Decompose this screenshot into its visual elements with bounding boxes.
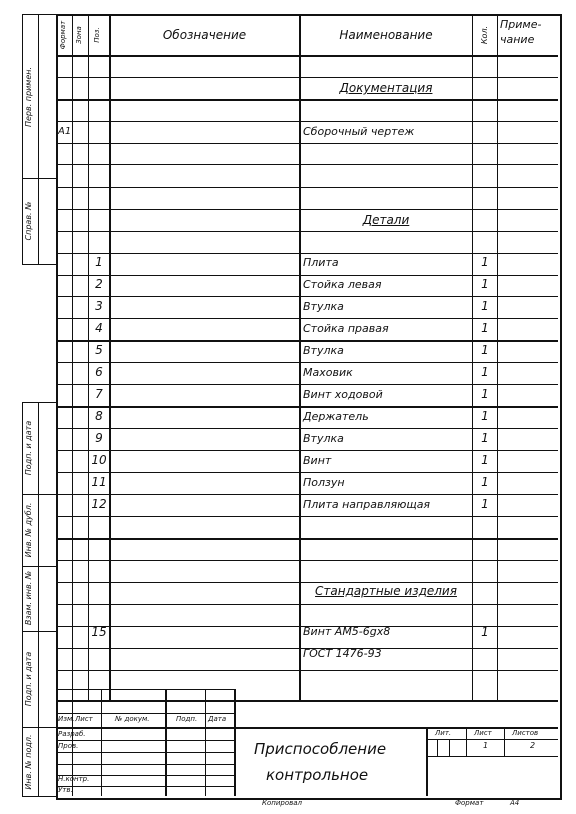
- part-qty: 1: [481, 387, 489, 401]
- part-name: Плита направляющая: [303, 498, 431, 511]
- row-line: [56, 670, 558, 671]
- footer-format-label: Формат: [455, 799, 484, 807]
- section-standard: Стандартные изделия: [315, 584, 457, 598]
- header-rule: [56, 55, 558, 57]
- row-line: [56, 340, 558, 342]
- row-line: [56, 604, 558, 605]
- side-label-ref-no: Справ. №: [24, 201, 33, 241]
- part-name: Ползун: [303, 476, 345, 489]
- part-pos: 6: [95, 365, 103, 379]
- tb-norm-control: Н.контр.: [58, 775, 90, 783]
- tb-sheets-no: 2: [530, 741, 536, 750]
- row-line: [56, 164, 558, 165]
- header-note: Приме- чание: [500, 18, 542, 46]
- tb-title-line2: контрольное: [266, 766, 369, 784]
- grid-line: [72, 14, 73, 700]
- part-pos: 4: [95, 321, 103, 335]
- tb-col-date: Дата: [208, 715, 227, 723]
- title-block-line: [165, 689, 167, 796]
- row-line: [56, 516, 558, 517]
- part-pos: 7: [95, 387, 103, 401]
- tb-developed: Разраб.: [58, 730, 86, 738]
- side-label-inv-dup: Инв. № дубл.: [24, 502, 33, 558]
- grid-line: [472, 14, 473, 700]
- part-qty: 1: [481, 321, 489, 335]
- tb-col-doc: № докум.: [115, 715, 150, 723]
- row-line: [56, 428, 558, 429]
- title-block-line: [234, 689, 236, 796]
- row-line: [56, 472, 558, 473]
- title-block-line: [56, 752, 234, 753]
- row-line: [56, 231, 558, 232]
- doc-name: Сборочный чертеж: [303, 125, 415, 138]
- footer-copied: Копировал: [262, 799, 302, 807]
- part-pos: 8: [95, 409, 103, 423]
- side-label-replace-inv: Взам. инв. №: [24, 570, 33, 626]
- grid-line: [88, 14, 89, 700]
- header-format: Формат: [59, 20, 67, 50]
- standard-name-2: ГОСТ 1476-93: [303, 647, 382, 660]
- grid-line: [299, 14, 301, 700]
- part-pos: 11: [91, 475, 107, 489]
- tb-approved: Утв.: [58, 786, 73, 794]
- part-name: Винт: [303, 454, 332, 467]
- tb-title-line1: Приспособление: [254, 740, 387, 758]
- header-pos: Поз.: [93, 27, 101, 43]
- side-label-first-use: Перв. примен.: [24, 66, 33, 128]
- part-qty: 1: [481, 497, 489, 511]
- part-name: Винт ходовой: [303, 388, 383, 401]
- part-pos: 3: [95, 299, 103, 313]
- part-pos: 9: [95, 431, 103, 445]
- tb-sheet-no: 1: [483, 741, 489, 750]
- grid-line: [109, 14, 111, 700]
- title-block-line: [466, 727, 467, 756]
- title-block-line: [101, 689, 102, 796]
- part-name: Держатель: [303, 410, 369, 423]
- row-line: [56, 77, 558, 78]
- side-label-sign-date-1: Подп. и дата: [24, 420, 33, 476]
- title-block-line: [504, 727, 505, 756]
- standard-name: Винт АМ5-6gх8: [303, 625, 391, 638]
- row-line: [56, 406, 558, 408]
- row-line: [56, 362, 558, 363]
- header-zone: Зона: [75, 26, 83, 44]
- row-line: [56, 99, 558, 101]
- part-name: Стойка левая: [303, 278, 382, 291]
- part-name: Втулка: [303, 344, 344, 357]
- standard-qty: 1: [481, 625, 489, 639]
- part-pos: 10: [91, 453, 107, 467]
- section-documentation: Документация: [339, 81, 433, 95]
- side-label-inv-orig: Инв. № подл.: [24, 734, 33, 790]
- side-strip-line: [38, 402, 39, 796]
- part-qty: 1: [481, 299, 489, 313]
- row-line: [56, 187, 558, 188]
- title-block-top: [56, 700, 558, 702]
- title-block-line: [426, 739, 558, 740]
- tb-col-sheet: Лист: [75, 715, 93, 723]
- side-strip-line: [38, 14, 39, 264]
- part-pos: 5: [95, 343, 103, 357]
- title-block-line: [437, 739, 438, 756]
- title-block-line: [56, 764, 234, 765]
- row-line: [56, 121, 558, 122]
- tb-checked: Пров.: [58, 742, 79, 750]
- row-line: [56, 253, 558, 254]
- part-qty: 1: [481, 365, 489, 379]
- row-line: [56, 494, 558, 495]
- part-qty: 1: [481, 343, 489, 357]
- row-line: [56, 384, 558, 385]
- part-qty: 1: [481, 475, 489, 489]
- part-pos: 2: [95, 277, 103, 291]
- side-strip-line: [22, 402, 23, 796]
- row-line: [56, 450, 558, 451]
- title-block-line: [205, 689, 206, 796]
- title-block-line: [426, 727, 428, 796]
- part-name: Втулка: [303, 432, 344, 445]
- tb-sheets: Листов: [512, 729, 539, 737]
- part-name: Стойка правая: [303, 322, 389, 335]
- part-name: Плита: [303, 256, 339, 269]
- standard-pos: 15: [91, 625, 107, 639]
- tb-lit: Лит.: [435, 729, 452, 737]
- row-line: [56, 296, 558, 297]
- tb-sheet: Лист: [474, 729, 492, 737]
- grid-line: [497, 14, 498, 700]
- section-details: Детали: [362, 213, 410, 227]
- title-block-line: [449, 739, 450, 756]
- row-line: [56, 209, 558, 210]
- part-qty: 1: [481, 431, 489, 445]
- title-block-line: [426, 756, 558, 757]
- title-block-line: [56, 689, 234, 690]
- part-qty: 1: [481, 255, 489, 269]
- header-designation: Обозначение: [162, 28, 247, 42]
- row-line: [56, 560, 558, 561]
- title-block-line: [56, 740, 234, 741]
- title-block-line: [56, 786, 234, 787]
- doc-format: А1: [58, 126, 72, 137]
- row-line: [56, 318, 558, 319]
- header-name: Наименование: [339, 28, 433, 42]
- row-line: [56, 538, 558, 540]
- side-strip-line: [22, 14, 56, 15]
- part-pos: 12: [91, 497, 107, 511]
- row-line: [56, 143, 558, 144]
- row-line: [56, 275, 558, 276]
- part-name: Маховик: [303, 366, 353, 379]
- tb-col-sign: Подп.: [176, 715, 198, 723]
- part-qty: 1: [481, 453, 489, 467]
- part-qty: 1: [481, 409, 489, 423]
- side-strip-line: [22, 14, 23, 264]
- part-name: Втулка: [303, 300, 344, 313]
- row-line: [56, 582, 558, 583]
- part-qty: 1: [481, 277, 489, 291]
- footer-format-value: А4: [510, 799, 520, 807]
- title-block-line: [56, 713, 234, 714]
- tb-col-change: Изм.: [58, 715, 75, 723]
- part-pos: 1: [95, 255, 103, 269]
- side-label-sign-date-2: Подп. и дата: [24, 651, 33, 707]
- header-qty: Кол.: [480, 25, 489, 45]
